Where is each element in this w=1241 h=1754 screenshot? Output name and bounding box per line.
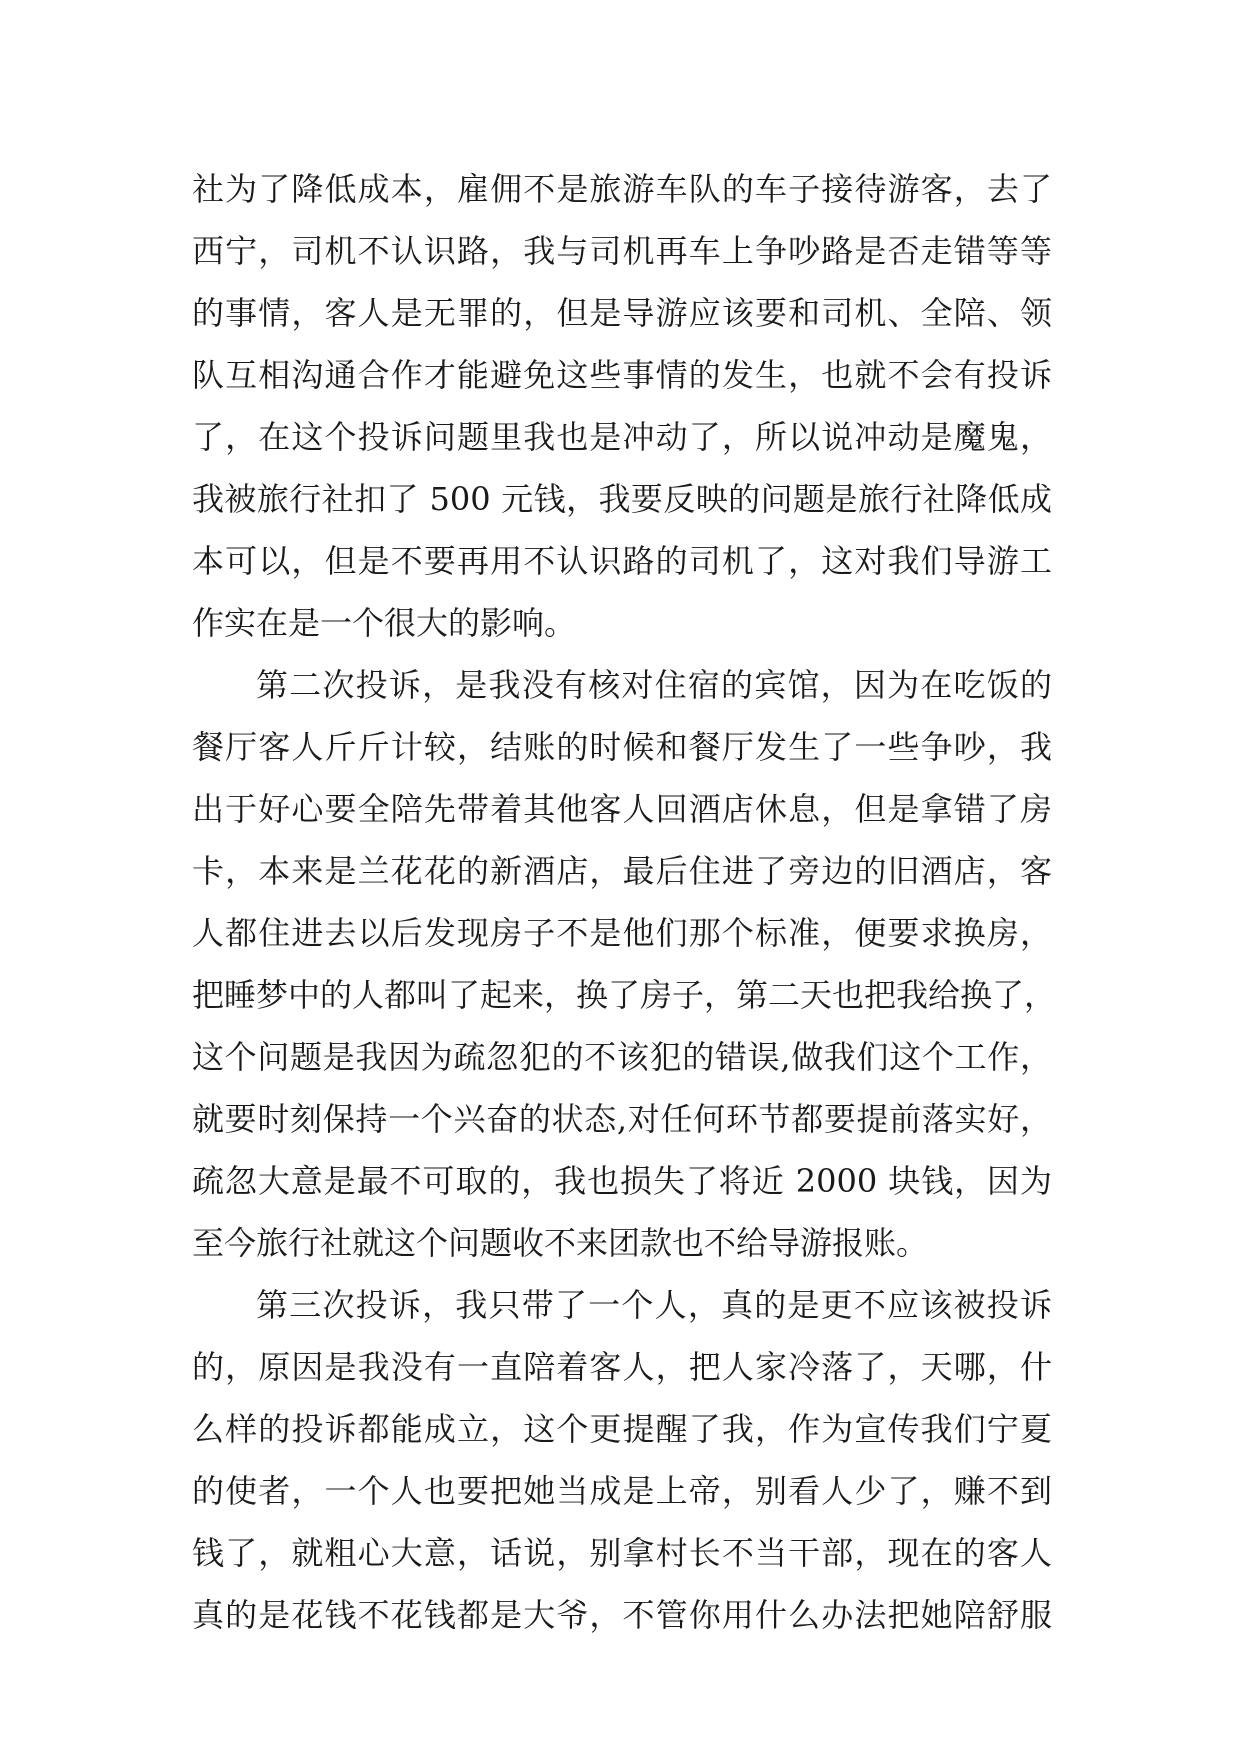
text-line: 作实在是一个很大的影响。 xyxy=(192,604,577,642)
text-line: 卡，本来是兰花花的新酒店，最后住进了旁边的旧酒店，客 xyxy=(192,852,1052,890)
text-line: 的，原因是我没有一直陪着客人，把人家冷落了，天哪，什 xyxy=(192,1348,1052,1386)
text-line: 第二次投诉，是我没有核对住宿的宾馆，因为在吃饭的 xyxy=(256,666,1052,704)
text-line: 就要时刻保持一个兴奋的状态,对任何环节都要提前落实好， xyxy=(192,1100,1052,1138)
text-line: 疏忽大意是最不可取的，我也损失了将近 2000 块钱，因为 xyxy=(192,1162,1052,1200)
text-line: 的使者，一个人也要把她当成是上帝，别看人少了，赚不到 xyxy=(192,1472,1052,1510)
text-line: 这个问题是我因为疏忽犯的不该犯的错误,做我们这个工作， xyxy=(192,1038,1052,1076)
text-line: 队互相沟通合作才能避免这些事情的发生，也就不会有投诉 xyxy=(192,356,1052,394)
text-line: 了，在这个投诉问题里我也是冲动了，所以说冲动是魔鬼， xyxy=(192,418,1052,456)
paragraph-1 xyxy=(192,158,1052,654)
text-line: 真的是花钱不花钱都是大爷，不管你用什么办法把她陪舒服 xyxy=(192,1596,1052,1634)
text-line: 我被旅行社扣了 500 元钱，我要反映的问题是旅行社降低成 xyxy=(192,480,1052,518)
text-line: 么样的投诉都能成立，这个更提醒了我，作为宣传我们宁夏 xyxy=(192,1410,1052,1448)
text-line: 的事情，客人是无罪的，但是导游应该要和司机、全陪、领 xyxy=(192,294,1052,332)
paragraph-2 xyxy=(192,654,1057,1274)
text-line: 本可以，但是不要再用不认识路的司机了，这对我们导游工 xyxy=(192,542,1052,580)
text-line: 至今旅行社就这个问题收不来团款也不给导游报账。 xyxy=(192,1224,929,1262)
text-line: 把睡梦中的人都叫了起来，换了房子，第二天也把我给换了， xyxy=(192,976,1057,1014)
text-line: 社为了降低成本，雇佣不是旅游车队的车子接待游客，去了 xyxy=(192,170,1052,208)
text-line: 人都住进去以后发现房子不是他们那个标准，便要求换房， xyxy=(192,914,1052,952)
text-line: 出于好心要全陪先带着其他客人回酒店休息，但是拿错了房 xyxy=(192,790,1052,828)
text-line: 钱了，就粗心大意，话说，别拿村长不当干部，现在的客人 xyxy=(192,1534,1052,1572)
paragraph-3 xyxy=(192,1274,1052,1646)
text-line: 餐厅客人斤斤计较，结账的时候和餐厅发生了一些争吵，我 xyxy=(192,728,1052,766)
body-text xyxy=(192,158,1057,1646)
text-line: 第三次投诉，我只带了一个人，真的是更不应该被投诉 xyxy=(256,1286,1052,1324)
text-line: 西宁，司机不认识路，我与司机再车上争吵路是否走错等等 xyxy=(192,232,1052,270)
